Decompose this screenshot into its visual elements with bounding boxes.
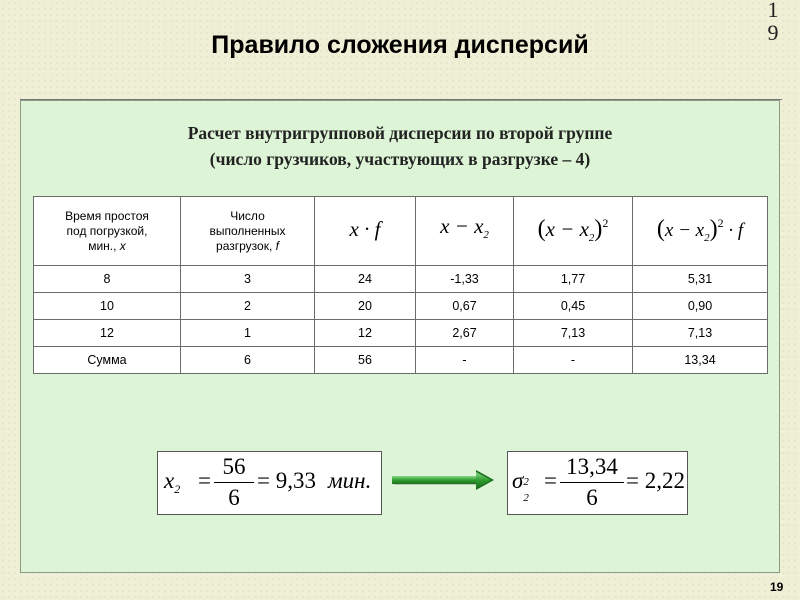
table-row	[34, 266, 768, 293]
mean-denominator: 6	[228, 485, 240, 510]
arrow-right-icon	[392, 470, 494, 492]
slide-number-top: 1 9	[767, 0, 779, 45]
cell: 0,67	[416, 293, 514, 320]
formula-squared-deviation: $(x - x_2)^2$	[537, 216, 609, 244]
cell: -1,33	[416, 266, 514, 293]
cell: 3	[181, 266, 315, 293]
mean-formula-box	[157, 451, 382, 515]
table-total-row	[34, 347, 768, 374]
mean-fraction	[214, 452, 254, 513]
cell: 2	[181, 293, 315, 320]
cell: 0,90	[633, 293, 768, 320]
header-count-var: f	[275, 238, 279, 253]
header-time: Время простоя под погрузкой, мин., x	[34, 197, 181, 266]
variance-result: = 2,22	[626, 468, 685, 493]
cell: -	[416, 347, 514, 374]
cell: 6	[181, 347, 315, 374]
cell: 12	[315, 320, 416, 347]
cell: 7,13	[633, 320, 768, 347]
mean-numerator: 56	[214, 452, 254, 483]
table-row	[34, 293, 768, 320]
data-table	[33, 196, 768, 374]
variance-fraction	[560, 452, 624, 513]
mean-symbol: $x_2$	[164, 468, 181, 496]
variance-equals: =	[544, 468, 557, 493]
sigma-symbol: σ 2 2	[512, 468, 529, 504]
header-x-minus-mean	[416, 197, 514, 266]
cell: 10	[34, 293, 181, 320]
variance-formula-box	[507, 451, 688, 515]
cell: 56	[315, 347, 416, 374]
header-squared-deviation	[514, 197, 633, 266]
cell: 12	[34, 320, 181, 347]
table-header-row	[34, 197, 768, 266]
cell: 2,67	[416, 320, 514, 347]
cell: 20	[315, 293, 416, 320]
cell-total-label: Сумма	[34, 347, 181, 374]
cell: 0,45	[514, 293, 633, 320]
header-weighted-squared-deviation	[633, 197, 768, 266]
variance-numerator: 13,34	[560, 452, 624, 483]
formula-weighted-squared-deviation: $(x - x_2)^2 \cdot f$	[656, 216, 744, 244]
cell: 1	[181, 320, 315, 347]
header-count-text: разгрузок,	[216, 238, 276, 253]
slide-title: Правило сложения дисперсий	[211, 31, 589, 59]
header-count: Число выполненных разгрузок, f	[181, 197, 315, 266]
header-time-unit: мин.,	[88, 238, 120, 253]
header-time-var: x	[119, 238, 126, 253]
subtitle	[0, 120, 800, 172]
formula-x-times-f: x · f	[349, 217, 381, 241]
mean-equals: =	[198, 468, 211, 493]
cell: -	[514, 347, 633, 374]
table-row	[34, 320, 768, 347]
subtitle-line-1: Расчет внутригрупповой дисперсии по второй группе	[187, 123, 613, 143]
mean-unit: мин.	[328, 468, 372, 493]
cell: 5,31	[633, 266, 768, 293]
variance-denominator: 6	[586, 485, 598, 510]
page-number: 19	[770, 580, 784, 594]
subtitle-line-2: (число грузчиков, участвующих в разгрузке – 4)	[209, 149, 591, 169]
cell: 7,13	[514, 320, 633, 347]
header-x-times-f	[315, 197, 416, 266]
cell: 1,77	[514, 266, 633, 293]
formula-deviation: $x - x_2$	[440, 214, 489, 241]
cell: 8	[34, 266, 181, 293]
cell: 13,34	[633, 347, 768, 374]
mean-result: = 9,33	[257, 468, 316, 493]
cell: 24	[315, 266, 416, 293]
